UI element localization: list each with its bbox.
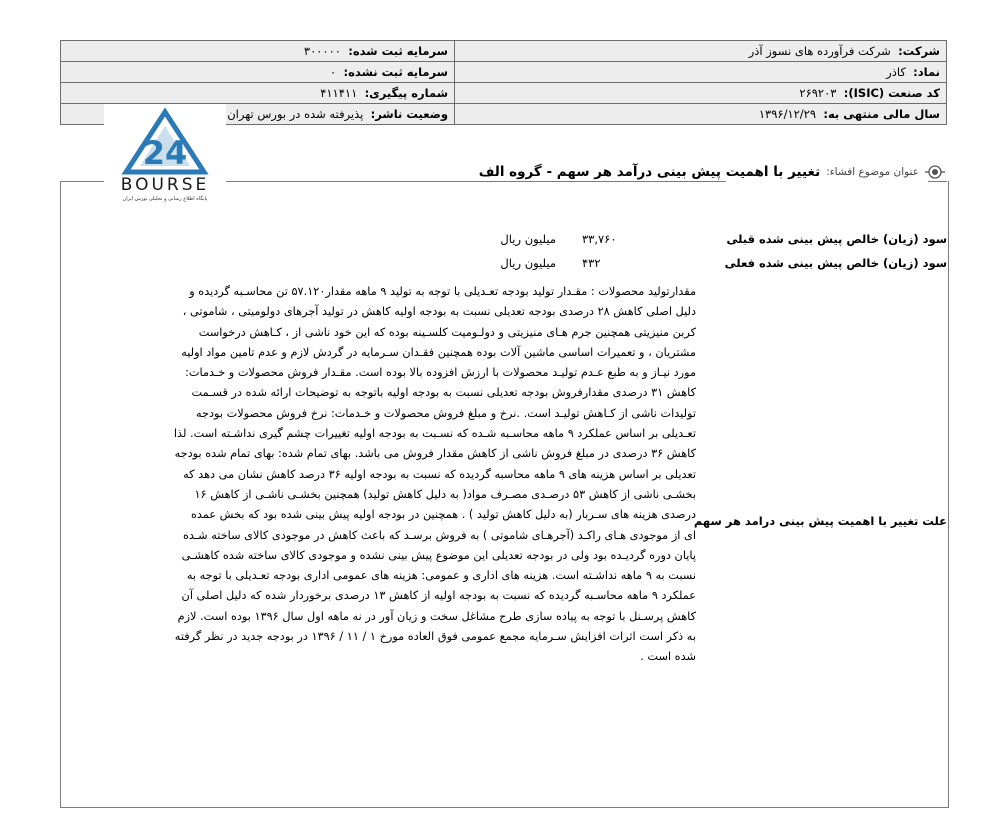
current-forecast-unit: میلیون ریال — [500, 256, 556, 270]
reason-text-line: تعـدیلی بر اساس عملکرد ۹ ماهه محاسـبه شـده که نسـبت به بودجه اولیه تغییرات چشم گیری نداشـته است. لذا — [173, 427, 696, 441]
change-reason-text — [120, 282, 696, 668]
target-bullet-icon — [925, 162, 945, 182]
info-row — [61, 41, 947, 62]
previous-forecast-value: ۳۳,۷۶۰ — [582, 232, 617, 246]
reason-text-line: به ذکر است اثرات افزایش سـرمایه مجمع عمومی فوق العاده مورخ ۱ / ۱۱ / ۱۳۹۶ در بودجه جدید در نظر گرفته — [174, 630, 696, 644]
reason-text-line: دلیل اصلی کاهش ۲۸ درصدی بودجه تعدیلی نسبت به بودجه اولیه کاهش در تولید آجرهای دولومیتی ، شاموتی ، — [182, 305, 696, 319]
tracking-number-cell — [61, 83, 455, 104]
symbol-cell — [455, 62, 947, 83]
bourse-logo — [104, 104, 226, 204]
reason-text-line: کاهش پرسـنل با توجه به پیاده سازی طرح مشاغل سخت و زیان آور در نه ماهه اول سال ۱۳۹۶ بوده است. لازم — [177, 609, 696, 623]
company-value: شرکت فرآورده های نسوز آذر — [748, 44, 891, 58]
reason-text-line: نسبت به ۹ ماهه نداشـته است. هزینه های اداری و عمومی: هزینه های عمومی اداری بودجه تعـدیلی با توجه به — [186, 569, 696, 583]
logo-subtext: پایگاه اطلاع رسانی و تحلیلی بورس ایران — [122, 196, 208, 202]
info-row — [61, 83, 947, 104]
publisher-status-value: پذیرفته شده در بورس تهران — [227, 107, 364, 121]
current-forecast-value: ۴۳۲ — [582, 256, 601, 270]
isic-label: کد صنعت (ISIC): — [843, 86, 940, 100]
subject-heading — [479, 162, 945, 182]
symbol-value: کاذر — [886, 65, 906, 79]
registered-capital-value: ۳۰۰۰۰۰ — [303, 44, 341, 58]
info-row — [61, 62, 947, 83]
box-top-border — [60, 181, 104, 182]
reason-text-line: تعدیلی بر اساس هزینه های ۹ ماهه محاسبه گردیده که نسبت به بودجه اولیه ۳۶ درصد کاهش نشان می دهد که — [183, 467, 696, 481]
subject-label: عنوان موضوع افشاء: — [826, 166, 919, 178]
isic-cell — [455, 83, 947, 104]
unregistered-capital-label: سرمایه ثبت نشده: — [343, 65, 448, 79]
registered-capital-cell — [61, 41, 455, 62]
subject-title: تغییر با اهمیت پیش بینی درآمد هر سهم - گروه الف — [478, 164, 821, 180]
tracking-number-label: شماره پیگیری: — [364, 86, 448, 100]
fiscal-year-value: ۱۳۹۶/۱۲/۲۹ — [758, 107, 817, 121]
fiscal-year-cell — [455, 104, 947, 125]
publisher-status-label: وضعیت ناشر: — [370, 107, 448, 121]
svg-text:24: 24 — [142, 134, 188, 172]
reason-text-line: مشتریان ، و تعمیرات اساسی ماشین آلات بوده همچنین فقـدان سـرمایه در گردش لازم و عدم تامین مواد اولیه — [181, 345, 696, 359]
fiscal-year-label: سال مالی منتهی به: — [823, 107, 940, 121]
reason-text-line: بخشـی ناشی از کاهش ۵۳ درصـدی مصـرف مواد( به دلیل کاهش تولید) همچنین بخشـی ناشـی از کاهش ۱۶ — [194, 487, 696, 501]
reason-text-line: ای از موجودی هـای راکـد (آجرهـای شاموتی ) به فروش برسـد که باعث کاهش در موجودی کالای ساخته شـده — [183, 528, 696, 542]
reason-text-line: تولیدات ناشی از کـاهش تولیـد است. .نرخ و مبلغ فروش محصولات و خـدمات: نرخ فروش محصولات بودجه — [195, 406, 696, 420]
reason-text-line: عملکرد ۹ ماهه محاسـبه گردیده که نسبت به بودجه اولیه از کاهش ۱۳ درصدی برخوردار شده که دلیل اصلی آن — [181, 589, 696, 603]
company-cell — [455, 41, 947, 62]
registered-capital-label: سرمایه ثبت شده: — [348, 44, 448, 58]
reason-text-line: مورد نیـاز و به طبع عـدم تولیـد محصولات با ارزش افزوده بالا بوده است. مقـدار فروش محصولات و خـدمات: — [185, 366, 696, 380]
previous-forecast-label: سود (زیان) خالص پیش بینی شده قبلی — [726, 232, 947, 246]
reason-text-line: کاهش ۳۱ درصدی مقدارفروش بودجه تعدیلی نسبت به بودجه اولیه باتوجه به توضیحات ارائه شده در قسـمت — [191, 386, 696, 400]
company-label: شرکت: — [898, 44, 940, 58]
symbol-label: نماد: — [913, 65, 940, 79]
change-reason-label: علت تغییر با اهمیت پیش بینی درامد هر سهم — [693, 514, 947, 528]
reason-text-line: کربن منیزیتی همچنین جرم هـای منیزیتی و دولـومیت کلسـینه بوده که این خود ناشی از ، کـاهش درخواست — [198, 325, 696, 339]
current-forecast-label: سود (زیان) خالص پیش بینی شده فعلی — [724, 256, 947, 270]
unregistered-capital-cell — [61, 62, 455, 83]
previous-forecast-unit: میلیون ریال — [500, 232, 556, 246]
unregistered-capital-value: ۰ — [330, 65, 337, 79]
isic-value: ۲۶۹۲۰۳ — [799, 86, 837, 100]
reason-text-line: کاهش ۳۶ درصدی در مبلغ فروش ناشی از کاهش مقدار فروش می باشد. بهای تمام شده: بهای تمام شده بودجه — [174, 447, 696, 461]
reason-text-line: درصدی هزینه های سـربار (به دلیل کاهش تولید ) . همچنین در بودجه اولیه پیش بینی شده بود که بخش عمده — [190, 508, 696, 522]
tracking-number-value: ۴۱۱۴۱۱ — [320, 86, 358, 100]
reason-text-line: مقدارتولید محصولات : مقـدار تولید بودجه تعـدیلی با توجه به تولید ۹ ماهه مقدار۵۷.۱۲۰ تن محاسـبه گردیده و — [189, 285, 696, 298]
reason-text-line: شده است . — [640, 650, 696, 664]
logo-text: BOURSE — [120, 175, 210, 195]
reason-text-line: پایان دوره گردیـده بود ولی در بودجه تعدیلی این موضوع پیش بینی نشده و موجودی کالای ساخته شده کاهشـی — [181, 548, 696, 562]
